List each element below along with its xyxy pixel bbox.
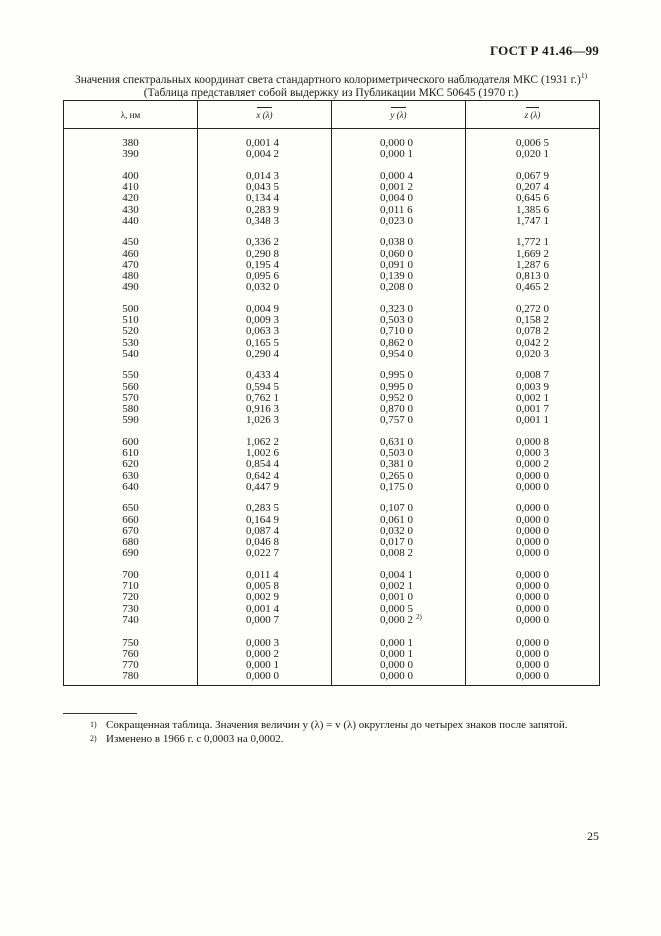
cell-y: 0,001 0 <box>332 592 466 603</box>
cell-z: 0,042 2 <box>466 338 600 349</box>
cell-wavelength: 440 <box>64 216 198 227</box>
cell-z: 0,000 0 <box>466 615 600 627</box>
cell-x: 0,009 3 <box>198 315 332 326</box>
cell-x: 0,283 5 <box>198 503 332 514</box>
cell-x: 0,290 8 <box>198 249 332 260</box>
cell-x: 0,032 0 <box>198 282 332 293</box>
page-number: 25 <box>587 829 599 843</box>
cell-x: 0,000 3 <box>198 638 332 649</box>
cell-y: 0,000 0 <box>332 660 466 671</box>
cell-wavelength: 600 <box>64 437 198 448</box>
cell-y: 0,038 0 <box>332 237 466 248</box>
cell-z: 0,000 0 <box>466 649 600 660</box>
cell-z: 0,000 0 <box>466 660 600 671</box>
cell-wavelength: 650 <box>64 503 198 514</box>
cell-y: 0,631 0 <box>332 437 466 448</box>
cell-z: 0,207 4 <box>466 182 600 193</box>
cell-y: 0,139 0 <box>332 271 466 282</box>
header-y: y (λ) <box>332 101 466 129</box>
table-row <box>64 349 600 360</box>
cell-wavelength: 380 <box>64 129 198 150</box>
footnote-separator <box>63 713 137 714</box>
cell-x: 0,001 4 <box>198 604 332 615</box>
cell-z: 0,272 0 <box>466 304 600 315</box>
cell-wavelength: 640 <box>64 482 198 493</box>
caption-footnote-mark: 1) <box>580 71 588 80</box>
cell-y: 0,000 1 <box>332 149 466 160</box>
cell-y: 0,175 0 <box>332 482 466 493</box>
table-row <box>64 216 600 227</box>
cell-wavelength: 680 <box>64 537 198 548</box>
cell-x: 0,001 4 <box>198 129 332 150</box>
cell-x: 0,164 9 <box>198 515 332 526</box>
cell-wavelength: 530 <box>64 338 198 349</box>
cell-x: 0,165 5 <box>198 338 332 349</box>
table-row <box>64 149 600 160</box>
cell-y: 0,862 0 <box>332 338 466 349</box>
cell-wavelength: 610 <box>64 448 198 459</box>
cell-x: 0,002 9 <box>198 592 332 603</box>
cell-x: 0,854 4 <box>198 459 332 470</box>
cell-wavelength: 520 <box>64 326 198 337</box>
cell-y: 0,001 2 <box>332 182 466 193</box>
cell-y: 0,503 0 <box>332 448 466 459</box>
cell-y: 0,000 5 <box>332 604 466 615</box>
cell-y: 0,008 2 <box>332 548 466 559</box>
cell-x: 0,336 2 <box>198 237 332 248</box>
cell-x: 0,000 1 <box>198 660 332 671</box>
cell-y: 0,000 4 <box>332 171 466 182</box>
cell-z: 0,000 0 <box>466 503 600 514</box>
cell-z: 0,078 2 <box>466 326 600 337</box>
cell-y: 0,952 0 <box>332 393 466 404</box>
cell-wavelength: 620 <box>64 459 198 470</box>
footnote-2-text: Изменено в 1966 г. с 0,0003 на 0,0002. <box>106 733 284 745</box>
cell-z: 0,465 2 <box>466 282 600 293</box>
cell-y: 0,017 0 <box>332 537 466 548</box>
cell-wavelength: 430 <box>64 205 198 216</box>
cell-x: 0,433 4 <box>198 370 332 381</box>
footnote-1-text: Сокращенная таблица. Значения величин y (λ) = v (λ) округлены до четырех знаков после запятой. <box>106 719 568 731</box>
table-row <box>64 282 600 293</box>
cell-wavelength: 660 <box>64 515 198 526</box>
cell-y: 0,000 1 <box>332 638 466 649</box>
cell-wavelength: 540 <box>64 349 198 360</box>
cell-x: 0,000 7 <box>198 615 332 627</box>
cell-z: 0,000 0 <box>466 537 600 548</box>
cell-wavelength: 450 <box>64 237 198 248</box>
cell-x: 0,195 4 <box>198 260 332 271</box>
cell-wavelength: 470 <box>64 260 198 271</box>
cell-wavelength: 740 <box>64 615 198 627</box>
cell-x: 0,022 7 <box>198 548 332 559</box>
cell-z: 0,000 0 <box>466 482 600 493</box>
cell-x: 0,004 9 <box>198 304 332 315</box>
cell-z: 0,001 1 <box>466 415 600 426</box>
cell-wavelength: 780 <box>64 671 198 686</box>
cell-x: 0,004 2 <box>198 149 332 160</box>
cell-y: 0,995 0 <box>332 382 466 393</box>
cell-z: 0,000 0 <box>466 604 600 615</box>
cell-wavelength: 550 <box>64 370 198 381</box>
cell-wavelength: 770 <box>64 660 198 671</box>
standard-code: ГОСТ Р 41.46—99 <box>490 43 599 58</box>
cell-x: 0,283 9 <box>198 205 332 216</box>
footnote-1 <box>90 719 568 732</box>
cell-z: 0,813 0 <box>466 271 600 282</box>
cell-z: 1,287 6 <box>466 260 600 271</box>
cell-y: 0,002 1 <box>332 581 466 592</box>
cell-wavelength: 420 <box>64 193 198 204</box>
cell-x: 0,000 0 <box>198 671 332 686</box>
cell-wavelength: 490 <box>64 282 198 293</box>
cell-y: 0,107 0 <box>332 503 466 514</box>
cell-y: 0,503 0 <box>332 315 466 326</box>
cell-z: 0,000 0 <box>466 526 600 537</box>
cell-wavelength: 670 <box>64 526 198 537</box>
cell-footnote-mark: 2) <box>416 612 422 621</box>
cell-x: 0,594 5 <box>198 382 332 393</box>
table-row <box>64 129 600 150</box>
cell-x: 0,011 4 <box>198 570 332 581</box>
cell-z: 0,000 0 <box>466 471 600 482</box>
cell-z: 0,006 5 <box>466 129 600 150</box>
cell-wavelength: 510 <box>64 315 198 326</box>
cell-wavelength: 760 <box>64 649 198 660</box>
cell-y: 0,000 0 <box>332 671 466 686</box>
cell-y: 0,954 0 <box>332 349 466 360</box>
cell-y: 0,710 0 <box>332 326 466 337</box>
cell-y: 0,023 0 <box>332 216 466 227</box>
cell-y: 0,323 0 <box>332 304 466 315</box>
table-row <box>64 415 600 426</box>
caption-line-2: (Таблица представляет собой выдержку из Публикации МКС 50645 (1970 г.) <box>143 86 519 99</box>
cell-z: 0,000 0 <box>466 515 600 526</box>
cell-y: 0,757 0 <box>332 415 466 426</box>
cell-z: 0,000 8 <box>466 437 600 448</box>
cell-wavelength: 700 <box>64 570 198 581</box>
cell-wavelength: 560 <box>64 382 198 393</box>
cell-y: 0,000 0 <box>332 129 466 150</box>
cell-z: 0,000 0 <box>466 638 600 649</box>
cell-z: 0,002 1 <box>466 393 600 404</box>
footnote-2-mark: 2) <box>90 734 97 743</box>
cell-y: 0,004 0 <box>332 193 466 204</box>
cell-x: 0,063 3 <box>198 326 332 337</box>
table-row <box>64 671 600 686</box>
cell-z: 0,001 7 <box>466 404 600 415</box>
cell-y: 0,265 0 <box>332 471 466 482</box>
cell-z: 1,385 6 <box>466 205 600 216</box>
cell-z: 1,747 1 <box>466 216 600 227</box>
cell-y: 0,000 1 <box>332 649 466 660</box>
spectral-coordinates-table <box>63 100 600 686</box>
cell-wavelength: 460 <box>64 249 198 260</box>
cell-x: 1,026 3 <box>198 415 332 426</box>
cell-y: 0,870 0 <box>332 404 466 415</box>
cell-x: 0,043 5 <box>198 182 332 193</box>
cell-y: 0,995 0 <box>332 370 466 381</box>
cell-wavelength: 590 <box>64 415 198 426</box>
cell-x: 0,134 4 <box>198 193 332 204</box>
cell-z: 0,067 9 <box>466 171 600 182</box>
cell-wavelength: 400 <box>64 171 198 182</box>
header-z: z (λ) <box>466 101 600 129</box>
footnote-1-mark: 1) <box>90 720 97 729</box>
footnote-2 <box>90 733 284 746</box>
cell-x: 0,762 1 <box>198 393 332 404</box>
cell-x: 0,447 9 <box>198 482 332 493</box>
cell-x: 0,916 3 <box>198 404 332 415</box>
cell-wavelength: 390 <box>64 149 198 160</box>
cell-z: 0,000 0 <box>466 548 600 559</box>
cell-z: 0,000 3 <box>466 448 600 459</box>
header-wavelength: λ, нм <box>64 101 198 129</box>
table-row <box>64 604 600 615</box>
cell-z: 0,000 0 <box>466 671 600 686</box>
cell-wavelength: 750 <box>64 638 198 649</box>
cell-z: 0,000 0 <box>466 592 600 603</box>
cell-z: 1,772 1 <box>466 237 600 248</box>
table-body <box>64 129 600 686</box>
caption-line-1: Значения спектральных координат света стандартного колориметрического наблюдателя МКС (1931 г.)$^{1)}$ <box>74 71 588 86</box>
cell-z: 0,003 9 <box>466 382 600 393</box>
cell-x: 0,348 3 <box>198 216 332 227</box>
cell-z: 0,000 2 <box>466 459 600 470</box>
cell-x: 0,095 6 <box>198 271 332 282</box>
header-x: x (λ) <box>198 101 332 129</box>
cell-x: 0,014 3 <box>198 171 332 182</box>
cell-wavelength: 500 <box>64 304 198 315</box>
cell-y: 0,091 0 <box>332 260 466 271</box>
cell-x: 1,002 6 <box>198 448 332 459</box>
cell-y: 0,011 6 <box>332 205 466 216</box>
table-header-row <box>64 101 600 129</box>
cell-x: 0,087 4 <box>198 526 332 537</box>
cell-wavelength: 730 <box>64 604 198 615</box>
cell-y: 0,032 0 <box>332 526 466 537</box>
cell-x: 1,062 2 <box>198 437 332 448</box>
cell-wavelength: 410 <box>64 182 198 193</box>
cell-z: 0,020 1 <box>466 149 600 160</box>
cell-x: 0,642 4 <box>198 471 332 482</box>
cell-z: 0,020 3 <box>466 349 600 360</box>
cell-x: 0,046 8 <box>198 537 332 548</box>
table-row <box>64 482 600 493</box>
cell-z: 0,000 0 <box>466 581 600 592</box>
cell-x: 0,290 4 <box>198 349 332 360</box>
table-caption <box>66 69 596 100</box>
cell-x: 0,005 8 <box>198 581 332 592</box>
cell-y: 0,381 0 <box>332 459 466 470</box>
cell-wavelength: 710 <box>64 581 198 592</box>
cell-z: 1,669 2 <box>466 249 600 260</box>
cell-wavelength: 580 <box>64 404 198 415</box>
cell-y: 0,000 2 $^{2)}$ <box>332 615 466 627</box>
cell-y: 0,060 0 <box>332 249 466 260</box>
cell-z: 0,158 2 <box>466 315 600 326</box>
cell-wavelength: 690 <box>64 548 198 559</box>
cell-z: 0,000 0 <box>466 570 600 581</box>
cell-wavelength: 480 <box>64 271 198 282</box>
cell-y: 0,061 0 <box>332 515 466 526</box>
cell-x: 0,000 2 <box>198 649 332 660</box>
table-row <box>64 615 600 627</box>
cell-y: 0,004 1 <box>332 570 466 581</box>
cell-z: 0,008 7 <box>466 370 600 381</box>
cell-wavelength: 720 <box>64 592 198 603</box>
cell-z: 0,645 6 <box>466 193 600 204</box>
table-row <box>64 548 600 559</box>
cell-y: 0,208 0 <box>332 282 466 293</box>
cell-wavelength: 570 <box>64 393 198 404</box>
cell-wavelength: 630 <box>64 471 198 482</box>
